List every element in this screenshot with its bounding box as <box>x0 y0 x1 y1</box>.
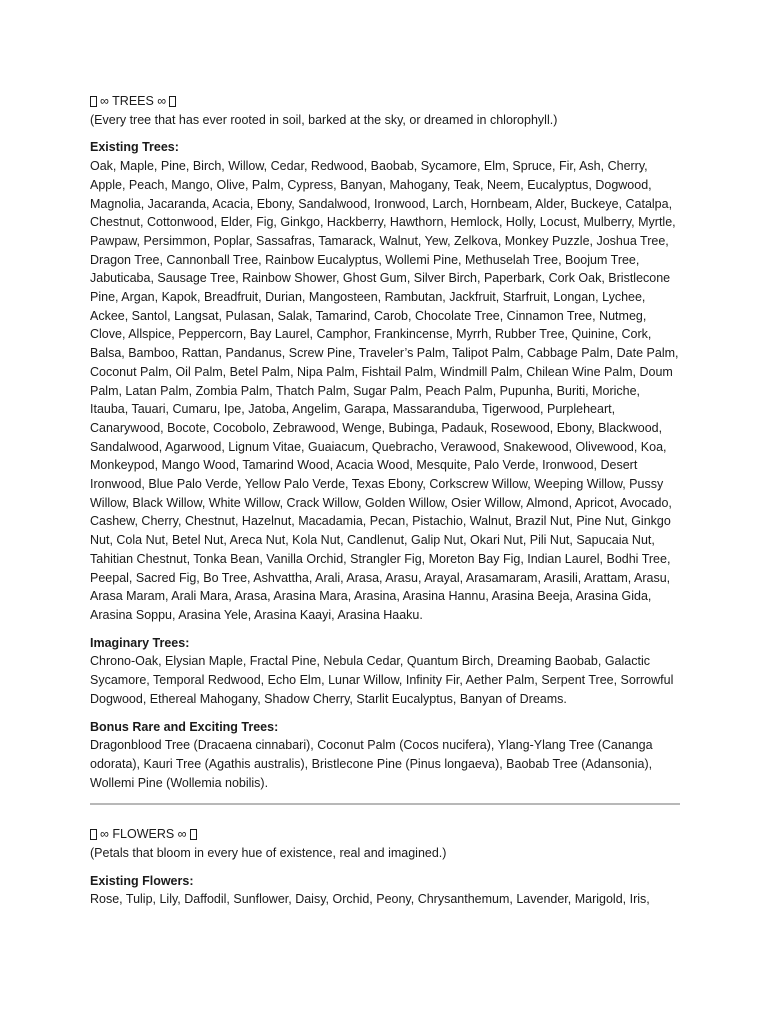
imaginary-trees-title: Imaginary Trees: <box>90 635 190 650</box>
existing-flowers-list: Rose, Tulip, Lily, Daffodil, Sunflower, Daisy, Orchid, Peony, Chrysanthemum, Lavender, Marigold, Iris, <box>90 892 650 907</box>
existing-flowers-title: Existing Flowers: <box>90 873 194 888</box>
existing-trees-title: Existing Trees: <box>90 140 179 155</box>
bonus-trees-title: Bonus Rare and Exciting Trees: <box>90 719 279 734</box>
flowers-heading: ∞ FLOWERS ∞ <box>100 827 187 842</box>
existing-trees-list: Oak, Maple, Pine, Birch, Willow, Cedar, Redwood, Baobab, Sycamore, Elm, Spruce, Fir, Ash, Cherry, Apple, Peach, Mango, Olive, Palm, Cypress, Banyan, Mahogany, Teak, Neem, Eucalyptus, Dogwood, Magnolia, Jacaranda, Acacia, Ebony, Sandalwood, Ironwood, Larch, Hornbeam, Alder, Buckeye, Catalpa, Chestnut, Cottonwood, Elder, Fig, Ginkgo, Hackberry, Hawthorn, Hemlock, Holly, Locust, Mulberry, Myrtle, Pawpaw, Persimmon, Poplar, Sassafras, Tamarack, Walnut, Yew, Zelkova, Monkey Puzzle, Joshua Tree, Dragon Tree, Cannonball Tree, Rainbow Eucalyptus, Wollemi Pine, Methuselah Tree, Boojum Tree, Jabuticaba, Sausage Tree, Rainbow Shower, Ghost Gum, Silver Birch, Paperbark, Cork Oak, Bristlecone Pine, Argan, Kapok, Breadfruit, Durian, Mangosteen, Rambutan, Jackfruit, Starfruit, Longan, Lychee, Ackee, Santol, Langsat, Pulasan, Salak, Tamarind, Carob, Chocolate Tree, Cinnamon Tree, Nutmeg, Clove, Allspice, Peppercorn, Bay Laurel, Camphor, Frankincense, Myrrh, Rubber Tree, Quinine, Cork, Balsa, Bamboo, Rattan, Pandanus, Screw Pine, Traveler’s Palm, Talipot Palm, Cabbage Palm, Date Palm, Coconut Palm, Oil Palm, Betel Palm, Nipa Palm, Fishtail Palm, Windmill Palm, Chilean Wine Palm, Doum Palm, Latan Palm, Zombia Palm, Thatch Palm, Sugar Palm, Peach Palm, Pupunha, Buriti, Moriche, Itauba, Tauari, Cumaru, Ipe, Jatoba, Angelim, Garapa, Massaranduba, Tigerwood, Purpleheart, Canarywood, Bocote, Cocobolo, Zebrawood, Wenge, Bubinga, Padauk, Rosewood, Ebony, Blackwood, Sandalwood, Agarwood, Lignum Vitae, Guaiacum, Quebracho, Verawood, Snakewood, Olivewood, Koa, Monkeypod, Mango Wood, Tamarind Wood, Acacia Wood, Mesquite, Palo Verde, Ironwood, Desert Ironwood, Blue Palo Verde, Yellow Palo Verde, Texas Ebony, Corkscrew Willow, Weeping Willow, Pussy Willow, Black Willow, White Willow, Crack Willow, Golden Willow, Osier Willow, Almond, Apricot, Avocado, Cashew, Cherry, Chestnut, Hazelnut, Macadamia, Pecan, Pistachio, Walnut, Brazil Nut, Pine Nut, Ginkgo Nut, Cola Nut, Betel Nut, Areca Nut, Kola Nut, Candlenut, Galip Nut, Okari Nut, Pili Nut, Sapucaia Nut, Tahitian Chestnut, Tonka Bean, Vanilla Orchid, Strangler Fig, Moreton Bay Fig, Indian Laurel, Bodhi Tree, Peepal, Sacred Fig, Bo Tree, Ashvattha, Arali, Arasa, Arasu, Arayal, Arasamaram, Arasili, Arattam, Arasu, Arasa Maram, Arali Mara, Arasa, Arasina Mara, Arasina, Arasina Hannu, Arasina Beeja, Arasina Gida, Arasina Soppu, Arasina Yele, Arasina Kaayi, Arasina Haaku. <box>90 159 679 622</box>
flowers-subtitle: (Petals that bloom in every hue of existence, real and imagined.) <box>90 846 447 861</box>
imaginary-trees-list: Chrono-Oak, Elysian Maple, Fractal Pine, Nebula Cedar, Quantum Birch, Dreaming Baobab, Galactic Sycamore, Temporal Redwood, Echo Elm, Lunar Willow, Infinity Fir, Aether Palm, Serpent Tree, Sorrowful Dogwood, Ethereal Mahogany, Shadow Cherry, Starlit Eucalyptus, Banyan of Dreams. <box>90 654 674 706</box>
document-body <box>90 92 680 909</box>
flowers-heading-line <box>90 825 680 844</box>
section-divider <box>90 803 680 805</box>
missing-glyph-icon <box>169 96 176 107</box>
bonus-trees-list: Dragonblood Tree (Dracaena cinnabari), Coconut Palm (Cocos nucifera), Ylang-Ylang Tree (Cananga odorata), Kauri Tree (Agathis australis), Bristlecone Pine (Pinus longaeva), Baobab Tree (Adansonia), Wollemi Pine (Wollemia nobilis). <box>90 738 653 790</box>
trees-heading: ∞ TREES ∞ <box>100 94 167 108</box>
missing-glyph-icon <box>90 829 97 840</box>
trees-subtitle: (Every tree that has ever rooted in soil, barked at the sky, or dreamed in chlorophyll.) <box>90 112 558 127</box>
trees-heading-line <box>90 92 680 111</box>
missing-glyph-icon <box>90 96 97 107</box>
missing-glyph-icon <box>190 829 197 840</box>
